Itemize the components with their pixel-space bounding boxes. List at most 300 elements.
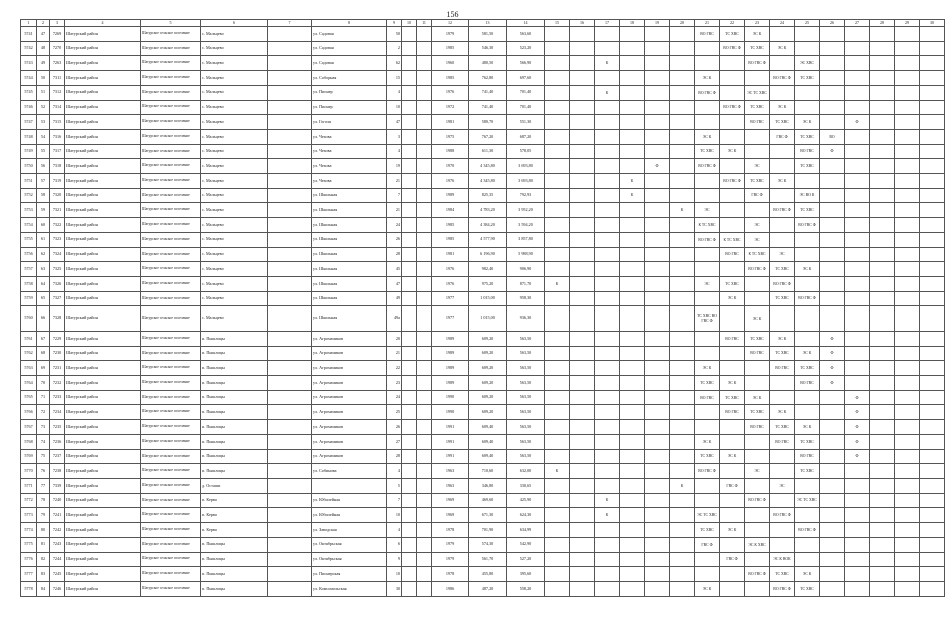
house-number: 49а bbox=[387, 306, 402, 332]
district-name: Шатурский район bbox=[65, 291, 141, 306]
work-mark bbox=[820, 115, 845, 130]
house-number: 23 bbox=[387, 376, 402, 391]
work-mark bbox=[845, 508, 870, 523]
empty-cell bbox=[895, 567, 920, 582]
work-mark bbox=[670, 405, 695, 420]
row-number: 5776 bbox=[21, 552, 37, 567]
house-id: 7324 bbox=[50, 247, 65, 262]
row-number: 5751 bbox=[21, 174, 37, 189]
settlement-name: Шатурское сельское поселение bbox=[141, 567, 201, 582]
column-number: 21 bbox=[695, 20, 720, 27]
work-mark bbox=[670, 567, 695, 582]
build-year: 1972 bbox=[432, 100, 469, 115]
street-name: ул. Агрохимиков bbox=[312, 405, 387, 420]
work-mark bbox=[545, 434, 570, 449]
empty-cell bbox=[268, 331, 312, 346]
empty-cell bbox=[895, 203, 920, 218]
work-mark bbox=[545, 478, 570, 493]
work-mark bbox=[545, 306, 570, 332]
district-name: Шатурский район bbox=[65, 331, 141, 346]
work-mark: ВО ГВС bbox=[745, 420, 770, 435]
work-mark: ТС ХВС bbox=[795, 159, 820, 174]
street-name: ул. Школьная bbox=[312, 218, 387, 233]
column-number: 1 bbox=[21, 20, 37, 27]
empty-cell bbox=[402, 262, 417, 277]
build-year: 1989 bbox=[432, 346, 469, 361]
work-mark bbox=[820, 100, 845, 115]
work-mark bbox=[795, 232, 820, 247]
work-mark: ВО ГВС bbox=[795, 144, 820, 159]
house-id: 7322 bbox=[50, 218, 65, 233]
settlement-name: Шатурское сельское поселение bbox=[141, 115, 201, 130]
house-id: 7231 bbox=[50, 361, 65, 376]
row-index: 52 bbox=[37, 100, 50, 115]
empty-cell bbox=[268, 567, 312, 582]
row-number: 5754 bbox=[21, 218, 37, 233]
street-name: ул. Садовая bbox=[312, 27, 387, 42]
district-name: Шатурский район bbox=[65, 405, 141, 420]
house-number: 4 bbox=[387, 523, 402, 538]
total-area: 480,50 bbox=[469, 56, 507, 71]
empty-cell bbox=[895, 523, 920, 538]
empty-cell bbox=[402, 552, 417, 567]
empty-cell bbox=[895, 434, 920, 449]
work-mark bbox=[770, 523, 795, 538]
work-mark bbox=[720, 464, 745, 479]
street-name: ул. Октябрьская bbox=[312, 552, 387, 567]
build-year: 1970 bbox=[432, 159, 469, 174]
total-area: 4 577,90 bbox=[469, 232, 507, 247]
house-number: 21 bbox=[387, 174, 402, 189]
work-mark bbox=[570, 523, 595, 538]
house-number: 30 bbox=[387, 581, 402, 596]
row-index: 80 bbox=[37, 523, 50, 538]
work-mark bbox=[845, 262, 870, 277]
total-area: 609,20 bbox=[469, 376, 507, 391]
empty-cell bbox=[920, 434, 945, 449]
work-mark: К bbox=[670, 478, 695, 493]
work-mark bbox=[820, 523, 845, 538]
row-index: 84 bbox=[37, 581, 50, 596]
street-name: ул. Пионерская bbox=[312, 567, 387, 582]
work-mark bbox=[670, 331, 695, 346]
locality-name: с. Мальцево bbox=[201, 129, 268, 144]
empty-cell bbox=[268, 188, 312, 203]
work-mark: ЭС К bbox=[770, 331, 795, 346]
empty-cell bbox=[417, 115, 432, 130]
settlement-name: Шатурское сельское поселение bbox=[141, 331, 201, 346]
work-mark bbox=[670, 434, 695, 449]
work-mark bbox=[545, 41, 570, 56]
district-name: Шатурский район bbox=[65, 478, 141, 493]
empty-cell bbox=[402, 247, 417, 262]
street-name bbox=[312, 478, 387, 493]
work-mark bbox=[620, 218, 645, 233]
work-mark: ВО ГВС Ф bbox=[745, 56, 770, 71]
work-mark bbox=[645, 420, 670, 435]
work-mark bbox=[645, 100, 670, 115]
total-area: 4 345,80 bbox=[469, 174, 507, 189]
table-row bbox=[21, 420, 945, 435]
table-row bbox=[21, 203, 945, 218]
settlement-name: Шатурское сельское поселение bbox=[141, 508, 201, 523]
row-index: 53 bbox=[37, 115, 50, 130]
settlement-name: Шатурское сельское поселение bbox=[141, 27, 201, 42]
work-mark bbox=[695, 41, 720, 56]
work-mark bbox=[845, 478, 870, 493]
work-mark bbox=[570, 115, 595, 130]
row-index: 73 bbox=[37, 420, 50, 435]
row-index: 79 bbox=[37, 508, 50, 523]
living-area: 563,50 bbox=[507, 361, 545, 376]
total-area: 455,80 bbox=[469, 567, 507, 582]
house-number: 47 bbox=[387, 276, 402, 291]
empty-cell bbox=[402, 276, 417, 291]
locality-name: с. Мальцево bbox=[201, 218, 268, 233]
work-mark bbox=[545, 85, 570, 100]
work-mark bbox=[720, 115, 745, 130]
work-mark bbox=[670, 144, 695, 159]
build-year: 1969 bbox=[432, 508, 469, 523]
work-mark bbox=[620, 581, 645, 596]
work-mark: ТС ХВС bbox=[745, 41, 770, 56]
work-mark: ЭС ТС ХВС bbox=[795, 493, 820, 508]
street-name: ул. Школьная bbox=[312, 291, 387, 306]
street-name: ул. Садовая bbox=[312, 41, 387, 56]
work-mark bbox=[570, 346, 595, 361]
work-mark bbox=[795, 41, 820, 56]
house-number: 4 bbox=[387, 85, 402, 100]
work-mark bbox=[595, 115, 620, 130]
work-mark bbox=[695, 331, 720, 346]
table-row bbox=[21, 567, 945, 582]
work-mark bbox=[545, 493, 570, 508]
empty-cell bbox=[417, 144, 432, 159]
work-mark bbox=[745, 71, 770, 86]
locality-name: с. Мальцево bbox=[201, 159, 268, 174]
work-mark bbox=[595, 537, 620, 552]
work-mark bbox=[770, 493, 795, 508]
empty-cell bbox=[402, 361, 417, 376]
work-mark bbox=[670, 464, 695, 479]
empty-cell bbox=[920, 493, 945, 508]
work-mark bbox=[820, 41, 845, 56]
work-mark bbox=[645, 493, 670, 508]
table-row bbox=[21, 449, 945, 464]
work-mark bbox=[595, 203, 620, 218]
work-mark bbox=[545, 390, 570, 405]
work-mark bbox=[645, 276, 670, 291]
work-mark bbox=[645, 174, 670, 189]
row-number: 5778 bbox=[21, 581, 37, 596]
page-number: 156 bbox=[446, 10, 459, 19]
total-area: 611,30 bbox=[469, 144, 507, 159]
empty-cell bbox=[402, 203, 417, 218]
row-number: 5765 bbox=[21, 390, 37, 405]
work-mark bbox=[670, 346, 695, 361]
work-mark: ВО ГВС bbox=[720, 405, 745, 420]
work-mark: ВО ГВС Ф bbox=[770, 276, 795, 291]
work-mark bbox=[645, 331, 670, 346]
work-mark: ТС ХВС ВО ГВС Ф bbox=[695, 306, 720, 332]
work-mark bbox=[545, 567, 570, 582]
empty-cell bbox=[920, 100, 945, 115]
empty-cell bbox=[920, 376, 945, 391]
district-name: Шатурский район bbox=[65, 100, 141, 115]
work-mark: Ф bbox=[820, 331, 845, 346]
house-id: 7236 bbox=[50, 434, 65, 449]
empty-cell bbox=[417, 218, 432, 233]
row-number: 5745 bbox=[21, 85, 37, 100]
row-number: 5775 bbox=[21, 537, 37, 552]
street-name: ул. Агрохимиков bbox=[312, 346, 387, 361]
empty-cell bbox=[402, 434, 417, 449]
settlement-name: Шатурское сельское поселение bbox=[141, 537, 201, 552]
total-area: 701,90 bbox=[469, 523, 507, 538]
work-mark bbox=[845, 174, 870, 189]
row-number: 5759 bbox=[21, 291, 37, 306]
work-mark bbox=[570, 376, 595, 391]
house-number: 49 bbox=[387, 291, 402, 306]
work-mark bbox=[570, 405, 595, 420]
empty-cell bbox=[870, 232, 895, 247]
empty-cell bbox=[920, 129, 945, 144]
table-row bbox=[21, 464, 945, 479]
street-name: ул. Комсомольская bbox=[312, 581, 387, 596]
locality-name: с. Мальцево bbox=[201, 27, 268, 42]
work-mark bbox=[845, 523, 870, 538]
row-number: 5761 bbox=[21, 331, 37, 346]
table-row bbox=[21, 346, 945, 361]
work-mark bbox=[820, 291, 845, 306]
work-mark bbox=[795, 508, 820, 523]
empty-cell bbox=[870, 523, 895, 538]
empty-cell bbox=[895, 41, 920, 56]
work-mark bbox=[845, 188, 870, 203]
living-area: 3 594,20 bbox=[507, 218, 545, 233]
work-mark bbox=[620, 56, 645, 71]
column-number: 19 bbox=[645, 20, 670, 27]
work-mark bbox=[545, 523, 570, 538]
table-row bbox=[21, 361, 945, 376]
work-mark: ЭС ХВС bbox=[795, 56, 820, 71]
living-area: 958,30 bbox=[507, 291, 545, 306]
living-area: 563,50 bbox=[507, 331, 545, 346]
house-id: 7230 bbox=[50, 346, 65, 361]
empty-cell bbox=[895, 129, 920, 144]
house-id: 7323 bbox=[50, 232, 65, 247]
work-mark bbox=[570, 129, 595, 144]
empty-cell bbox=[920, 56, 945, 71]
table-row bbox=[21, 247, 945, 262]
living-area: 624,30 bbox=[507, 508, 545, 523]
settlement-name: Шатурское сельское поселение bbox=[141, 144, 201, 159]
work-mark bbox=[620, 291, 645, 306]
total-area: 1 015,00 bbox=[469, 306, 507, 332]
street-name: ул. Школьная bbox=[312, 203, 387, 218]
settlement-name: Шатурское сельское поселение bbox=[141, 552, 201, 567]
row-number: 5766 bbox=[21, 405, 37, 420]
row-index: 51 bbox=[37, 85, 50, 100]
living-area: 3 693,80 bbox=[507, 159, 545, 174]
work-mark bbox=[570, 218, 595, 233]
work-mark: ЭС К bbox=[795, 262, 820, 277]
work-mark bbox=[595, 71, 620, 86]
build-year: 1976 bbox=[432, 276, 469, 291]
work-mark bbox=[595, 129, 620, 144]
work-mark bbox=[620, 361, 645, 376]
work-mark bbox=[620, 129, 645, 144]
work-mark: К bbox=[595, 493, 620, 508]
district-name: Шатурский район bbox=[65, 203, 141, 218]
settlement-name: Шатурское сельское поселение bbox=[141, 174, 201, 189]
living-area: 563,50 bbox=[507, 449, 545, 464]
house-number: 21 bbox=[387, 346, 402, 361]
table-row bbox=[21, 188, 945, 203]
work-mark bbox=[795, 390, 820, 405]
work-mark: ГВС Ф bbox=[720, 552, 745, 567]
house-number: 21 bbox=[387, 203, 402, 218]
total-area: 609,20 bbox=[469, 405, 507, 420]
total-area: 6 196,90 bbox=[469, 247, 507, 262]
work-mark bbox=[570, 232, 595, 247]
work-mark bbox=[845, 218, 870, 233]
work-mark bbox=[770, 537, 795, 552]
work-mark: К ТС ХВС bbox=[695, 218, 720, 233]
row-index: 78 bbox=[37, 493, 50, 508]
empty-cell bbox=[417, 552, 432, 567]
district-name: Шатурский район bbox=[65, 346, 141, 361]
empty-cell bbox=[268, 276, 312, 291]
work-mark bbox=[720, 567, 745, 582]
settlement-name: Шатурское сельское поселение bbox=[141, 85, 201, 100]
living-area: 563,50 bbox=[507, 434, 545, 449]
work-mark bbox=[570, 420, 595, 435]
work-mark bbox=[620, 420, 645, 435]
work-mark bbox=[745, 508, 770, 523]
empty-cell bbox=[870, 56, 895, 71]
house-id: 7321 bbox=[50, 203, 65, 218]
empty-cell bbox=[402, 188, 417, 203]
table-row bbox=[21, 115, 945, 130]
work-mark bbox=[845, 276, 870, 291]
work-mark bbox=[845, 159, 870, 174]
settlement-name: Шатурское сельское поселение bbox=[141, 129, 201, 144]
work-mark bbox=[670, 581, 695, 596]
build-year: 1989 bbox=[432, 376, 469, 391]
total-area: 1 015,00 bbox=[469, 291, 507, 306]
empty-cell bbox=[895, 405, 920, 420]
empty-cell bbox=[870, 552, 895, 567]
work-mark: Ф bbox=[820, 361, 845, 376]
house-id: 7326 bbox=[50, 276, 65, 291]
work-mark: ТС ХВС bbox=[745, 331, 770, 346]
living-area: 871,70 bbox=[507, 276, 545, 291]
work-mark bbox=[620, 449, 645, 464]
empty-cell bbox=[920, 390, 945, 405]
district-name: Шатурский район bbox=[65, 129, 141, 144]
work-mark bbox=[845, 27, 870, 42]
empty-cell bbox=[920, 306, 945, 332]
work-mark bbox=[620, 41, 645, 56]
empty-cell bbox=[870, 346, 895, 361]
work-mark bbox=[570, 291, 595, 306]
empty-cell bbox=[920, 71, 945, 86]
total-area: 609,20 bbox=[469, 390, 507, 405]
work-mark: ТС ХВС bbox=[795, 464, 820, 479]
work-mark: ЭС К ВОК bbox=[770, 552, 795, 567]
work-mark: ВО ГВС Ф bbox=[695, 232, 720, 247]
work-mark: ЭС bbox=[745, 159, 770, 174]
street-name: ул. Пионер bbox=[312, 85, 387, 100]
district-name: Шатурский район bbox=[65, 247, 141, 262]
work-mark bbox=[845, 100, 870, 115]
column-number: 3 bbox=[50, 20, 65, 27]
work-mark bbox=[595, 247, 620, 262]
house-id: 7311 bbox=[50, 71, 65, 86]
work-mark bbox=[670, 218, 695, 233]
district-name: Шатурский район bbox=[65, 420, 141, 435]
table-row bbox=[21, 552, 945, 567]
work-mark bbox=[645, 508, 670, 523]
work-mark bbox=[695, 420, 720, 435]
empty-cell bbox=[402, 581, 417, 596]
work-mark bbox=[545, 203, 570, 218]
empty-cell bbox=[268, 144, 312, 159]
work-mark bbox=[595, 276, 620, 291]
work-mark bbox=[820, 390, 845, 405]
row-number: 5760 bbox=[21, 306, 37, 332]
build-year: 1976 bbox=[432, 262, 469, 277]
row-index: 71 bbox=[37, 390, 50, 405]
empty-cell bbox=[920, 203, 945, 218]
row-number: 5771 bbox=[21, 478, 37, 493]
row-index: 54 bbox=[37, 129, 50, 144]
empty-cell bbox=[895, 420, 920, 435]
living-area: 3 693,80 bbox=[507, 174, 545, 189]
work-mark bbox=[595, 100, 620, 115]
empty-cell bbox=[417, 41, 432, 56]
row-number: 5744 bbox=[21, 71, 37, 86]
column-number: 27 bbox=[845, 20, 870, 27]
house-number: 50 bbox=[387, 27, 402, 42]
empty-cell bbox=[870, 144, 895, 159]
work-mark bbox=[645, 115, 670, 130]
empty-cell bbox=[417, 276, 432, 291]
work-mark bbox=[645, 291, 670, 306]
work-mark: ТС ХВС bbox=[720, 276, 745, 291]
empty-cell bbox=[870, 174, 895, 189]
row-index: 81 bbox=[37, 537, 50, 552]
work-mark bbox=[670, 449, 695, 464]
work-mark bbox=[820, 493, 845, 508]
work-mark: ВО ГВС Ф bbox=[770, 71, 795, 86]
work-mark bbox=[595, 405, 620, 420]
work-mark bbox=[820, 174, 845, 189]
work-mark bbox=[670, 159, 695, 174]
empty-cell bbox=[870, 449, 895, 464]
empty-cell bbox=[870, 464, 895, 479]
district-name: Шатурский район bbox=[65, 523, 141, 538]
work-mark bbox=[570, 174, 595, 189]
street-name: ул. Агрохимиков bbox=[312, 361, 387, 376]
living-area: 3 857,80 bbox=[507, 232, 545, 247]
work-mark bbox=[695, 56, 720, 71]
settlement-name: Шатурское сельское поселение bbox=[141, 493, 201, 508]
total-area: 580,70 bbox=[469, 115, 507, 130]
work-mark bbox=[545, 115, 570, 130]
work-mark bbox=[845, 56, 870, 71]
